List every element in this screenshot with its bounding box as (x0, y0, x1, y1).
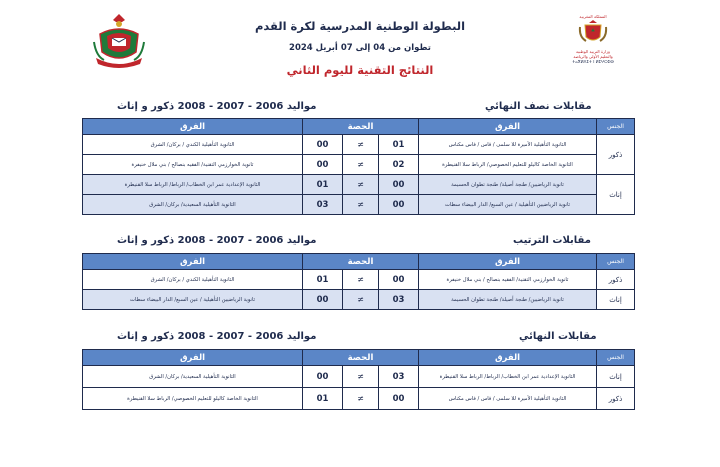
team-b: ثانوية الخوارزمي التقنية/ الفقيه بنصالح / بني ملال خنيفرة (83, 155, 303, 175)
section-caption-age-group: مواليد 2006 - 2007 - 2008 ذكور و إناث (117, 331, 317, 342)
section-caption-classification: مقابلات الترتيب (513, 235, 591, 246)
team-b: الثانوية الخاصة كاليلو للتعليم الخصوصي/ الرباط سلا القنيطرة (83, 388, 303, 410)
finals-table (82, 349, 635, 410)
team-b: ثانوية الرياضيين التأهيلية / عين السبع/ الدار البيضاء سطات (83, 290, 303, 310)
score-b: 00 (303, 155, 343, 175)
team-a: ثانوية الخوارزمي التقنية/ الفقيه بنصالح / بني ملال خنيفرة (419, 270, 597, 290)
team-a: الثانوية الخاصة كاليلو للتعليم الخصوصي/ الرباط سلا القنيطرة (419, 155, 597, 175)
header-gender: الجنس (597, 119, 635, 135)
gender-label: إناث (597, 290, 635, 310)
table-row (83, 195, 635, 215)
score-separator: ≠ (343, 155, 379, 175)
score-b: 03 (303, 195, 343, 215)
score-a: 00 (379, 175, 419, 195)
score-b: 01 (303, 175, 343, 195)
score-separator: ≠ (343, 195, 379, 215)
table-row (83, 175, 635, 195)
table-row (83, 270, 635, 290)
score-separator: ≠ (343, 135, 379, 155)
team-a: الثانوية الإعدادية عمر ابن الخطاب/ الرباط/ الرباط سلا القنيطرة (419, 366, 597, 388)
team-b: الثانوية التأهيلية الكندي / بركان/ الشرق (83, 270, 303, 290)
team-b: الثانوية الإعدادية عمر ابن الخطاب/ الرباط/ الرباط سلا القنيطرة (83, 175, 303, 195)
team-a: ثانوية الرياضيين/ طنجة أصيلة/ طنجة تطوان الحسيمة (419, 290, 597, 310)
gender-label: ذكور (597, 388, 635, 410)
team-a: ثانوية الرياضيين/ طنجة أصيلة/ طنجة تطوان الحسيمة (419, 175, 597, 195)
team-b: الثانوية التأهيلية السعيدية/ بركان/ الشرق (83, 366, 303, 388)
team-a: ثانوية الرياضيين التأهيلية / عين السبع/ الدار البيضاء سطات (419, 195, 597, 215)
gender-label: إناث (597, 175, 635, 215)
header-gender: الجنس (597, 254, 635, 270)
header-team-b: الفرق (83, 119, 303, 135)
score-separator: ≠ (343, 175, 379, 195)
classification-table (82, 253, 635, 310)
team-b: الثانوية التأهيلية السعيدية/ بركان/ الشرق (83, 195, 303, 215)
score-b: 01 (303, 388, 343, 410)
section-caption-age-group: مواليد 2006 - 2007 - 2008 ذكور و إناث (117, 235, 317, 246)
score-a: 00 (379, 270, 419, 290)
score-a: 03 (379, 366, 419, 388)
section-caption-age-group: مواليد 2006 - 2007 - 2008 ذكور و إناث (117, 101, 317, 112)
team-b: الثانوية التأهيلية الكندي / بركان/ الشرق (83, 135, 303, 155)
score-separator: ≠ (343, 290, 379, 310)
header-team-a: الفرق (419, 119, 597, 135)
team-a: الثانوية التأهيلية الأميرة للا سلمى / فاس / فاس مكناس (419, 388, 597, 410)
section-caption-semifinals: مقابلات نصف النهائي (485, 101, 592, 112)
ministry-logo (557, 14, 629, 78)
table-row (83, 135, 635, 155)
score-separator: ≠ (343, 270, 379, 290)
table-row (83, 155, 635, 175)
header-team-b: الفرق (83, 254, 303, 270)
gender-label: ذكور (597, 135, 635, 175)
score-b: 01 (303, 270, 343, 290)
score-a: 00 (379, 388, 419, 410)
header-team-a: الفرق (419, 254, 597, 270)
table-row (83, 366, 635, 388)
gender-label: إناث (597, 366, 635, 388)
score-b: 00 (303, 135, 343, 155)
semifinals-table (82, 118, 635, 215)
table-row (83, 388, 635, 410)
header-team-a: الفرق (419, 350, 597, 366)
score-a: 00 (379, 195, 419, 215)
event-title: البطولة الوطنية المدرسية لكرة القدم (254, 19, 466, 33)
score-a: 03 (379, 290, 419, 310)
header-score: الحصة (303, 350, 419, 366)
header-gender: الجنس (597, 350, 635, 366)
table-row (83, 290, 635, 310)
results-subtitle: النتائج التقنية لليوم الثاني (286, 63, 434, 77)
coat-of-arms-icon (578, 19, 608, 45)
header-score: الحصة (303, 119, 419, 135)
section-caption-finals: مقابلات النهائي (519, 331, 597, 342)
score-separator: ≠ (343, 388, 379, 410)
team-a: الثانوية التأهيلية الأميرة للا سلمى / فاس / فاس مكناس (419, 135, 597, 155)
federation-logo (92, 12, 146, 72)
score-separator: ≠ (343, 366, 379, 388)
score-a: 01 (379, 135, 419, 155)
ministry-line-2: وزارة التربية الوطنية (576, 49, 610, 54)
score-b: 00 (303, 366, 343, 388)
gender-label: ذكور (597, 270, 635, 290)
ministry-line-1: المملكة المغربية (579, 14, 607, 19)
score-a: 02 (379, 155, 419, 175)
ministry-line-4: ⵜⴰⴳⵍⴷⵉⵜ ⵏ ⵍⵎⵖⵔⵉⴱ (572, 59, 614, 64)
header-score: الحصة (303, 254, 419, 270)
score-b: 00 (303, 290, 343, 310)
ministry-line-3: والتعليم الأولي والرياضة (573, 54, 613, 59)
event-dates: تطوان من 04 إلى 07 أبريل 2024 (289, 43, 431, 53)
header-team-b: الفرق (83, 350, 303, 366)
